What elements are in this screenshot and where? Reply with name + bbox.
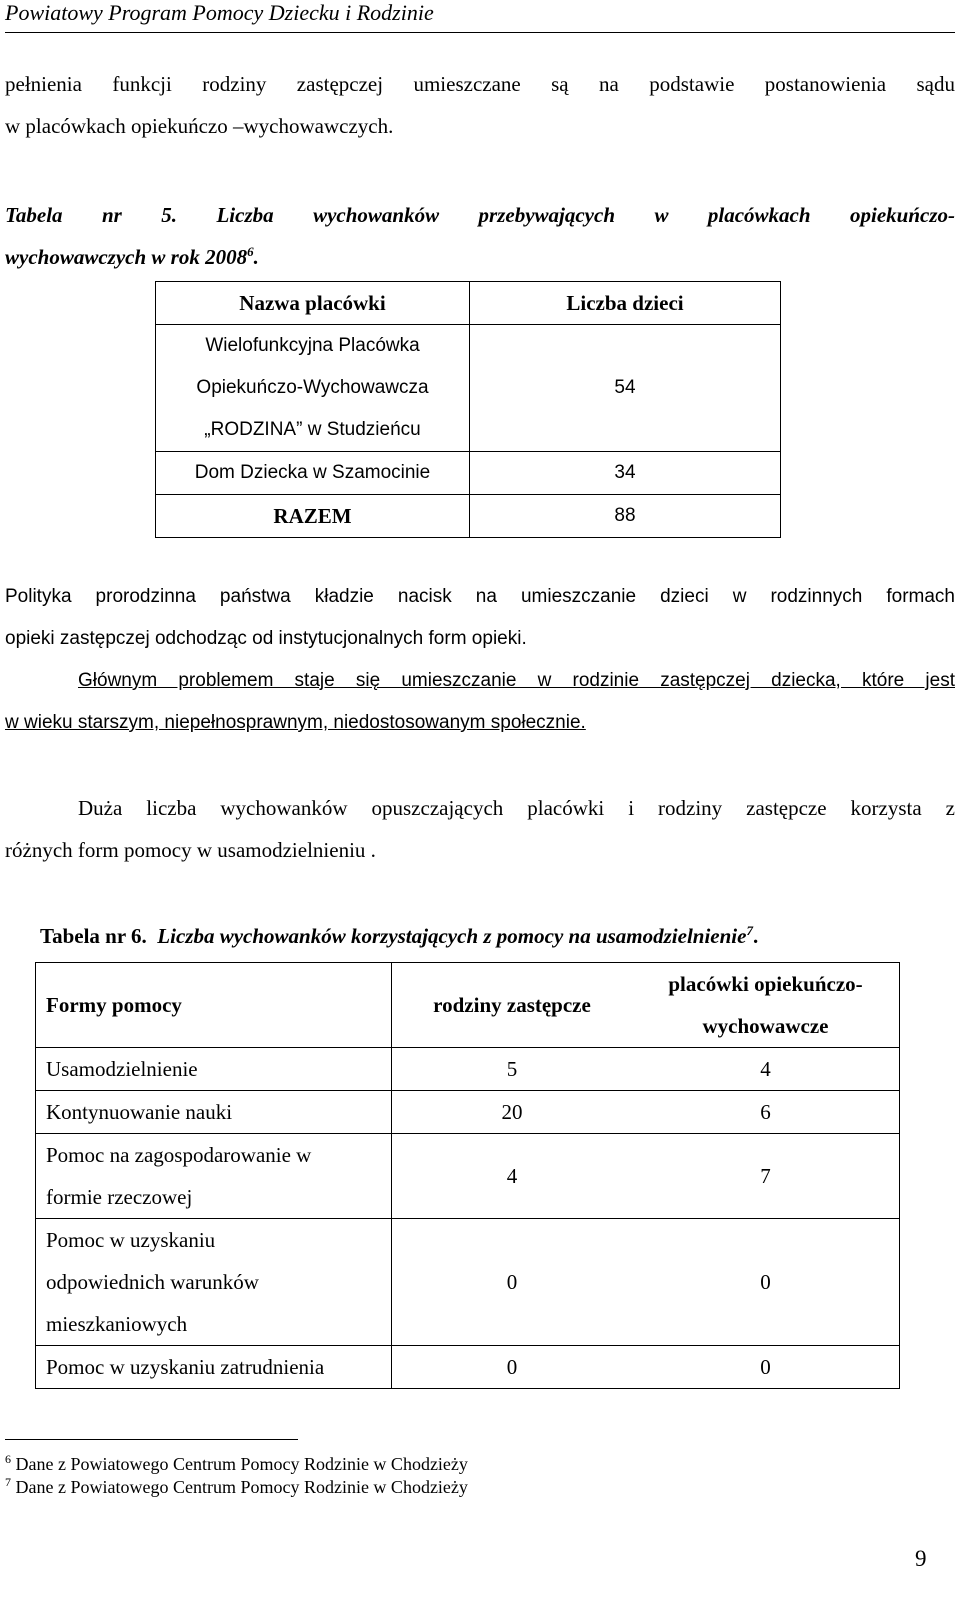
institution-name-cell: Dom Dziecka w Szamocinie bbox=[156, 452, 470, 495]
independence-support-table bbox=[35, 962, 900, 1389]
intro-line-2: w placówkach opiekuńczo –wychowawczych. bbox=[5, 114, 394, 138]
table-row bbox=[36, 1134, 900, 1219]
children-count-cell: 34 bbox=[470, 452, 781, 495]
policy-line-2: opieki zastępczej odchodząc od instytucjonalnych form opieki. bbox=[5, 628, 527, 649]
table6-caption-label: Tabela nr 6. bbox=[40, 924, 147, 948]
institution-name-cell bbox=[156, 325, 470, 452]
footnote-text: Dane z Powiatowego Centrum Pomocy Rodzinie w Chodzieży bbox=[11, 1454, 468, 1474]
foster-family-cell: 4 bbox=[392, 1134, 633, 1219]
support-form-cell bbox=[36, 1134, 392, 1219]
header-institutions bbox=[632, 963, 900, 1048]
page-number: 9 bbox=[915, 1546, 927, 1571]
table5-caption-line1: Tabela nr 5. Liczba wychowanków przebywających w placówkach opiekuńczo- bbox=[5, 203, 955, 227]
assistance-line-1 bbox=[5, 787, 955, 829]
cell-line: formie rzeczowej bbox=[46, 1185, 193, 1209]
support-form-cell: Usamodzielnienie bbox=[36, 1048, 392, 1091]
foster-family-cell: 20 bbox=[392, 1091, 633, 1134]
cell-line: „RODZINA” w Studzieńcu bbox=[204, 419, 421, 440]
footnote-ref-7[interactable]: 7 bbox=[746, 923, 753, 938]
assistance-line-2: różnych form pomocy w usamodzielnieniu . bbox=[5, 838, 376, 862]
header-foster-families: rodziny zastępcze bbox=[392, 963, 633, 1048]
cell-line: Wielofunkcyjna Placówka bbox=[205, 335, 420, 356]
footnote-7 bbox=[5, 1476, 468, 1498]
children-per-institution-table bbox=[155, 281, 781, 538]
table6-caption-period: . bbox=[752, 924, 759, 948]
table-header-row bbox=[156, 282, 781, 325]
table5-caption-period: . bbox=[253, 245, 259, 269]
problem-line-1 bbox=[5, 660, 955, 702]
running-header: Powiatowy Program Pomocy Dziecku i Rodzinie bbox=[5, 0, 955, 33]
footnote-6 bbox=[5, 1453, 468, 1475]
table6-caption bbox=[40, 915, 940, 957]
support-form-cell bbox=[36, 1219, 392, 1346]
table-row bbox=[36, 1091, 900, 1134]
foster-family-cell: 0 bbox=[392, 1346, 633, 1389]
cell-line: Pomoc na zagospodarowanie w bbox=[46, 1143, 312, 1167]
header-line: wychowawcze bbox=[702, 1014, 829, 1038]
cell-line: Pomoc w uzyskaniu bbox=[46, 1228, 216, 1252]
institution-cell: 6 bbox=[632, 1091, 900, 1134]
total-value: 88 bbox=[470, 495, 781, 538]
footnote-ref-6[interactable]: 6 bbox=[247, 244, 254, 259]
table-row bbox=[156, 325, 781, 452]
header-institution-name: Nazwa placówki bbox=[156, 282, 470, 325]
support-form-cell: Kontynuowanie nauki bbox=[36, 1091, 392, 1134]
policy-paragraph bbox=[5, 576, 955, 744]
footnote-number: 7 bbox=[5, 1475, 11, 1489]
table-row bbox=[36, 1346, 900, 1389]
institution-cell: 0 bbox=[632, 1219, 900, 1346]
intro-paragraph bbox=[5, 63, 955, 147]
table-row bbox=[36, 1048, 900, 1091]
policy-line-1: Polityka prorodzinna państwa kładzie nacisk na umieszczanie dzieci w rodzinnych formach bbox=[5, 586, 955, 607]
total-row bbox=[156, 495, 781, 538]
footnote-number: 6 bbox=[5, 1452, 11, 1466]
cell-line: Opiekuńczo-Wychowawcza bbox=[196, 377, 429, 398]
institution-cell: 0 bbox=[632, 1346, 900, 1389]
total-label: RAZEM bbox=[156, 495, 470, 538]
footnote-separator bbox=[5, 1439, 298, 1440]
support-form-cell: Pomoc w uzyskaniu zatrudnienia bbox=[36, 1346, 392, 1389]
table5-caption-text: wychowawczych w rok 2008 bbox=[5, 245, 248, 269]
header-children-count: Liczba dzieci bbox=[470, 282, 781, 325]
table6-caption-title: Liczba wychowanków korzystających z pomocy na usamodzielnienie bbox=[157, 924, 747, 948]
table5-caption-line2 bbox=[5, 236, 955, 278]
foster-family-cell: 5 bbox=[392, 1048, 633, 1091]
header-line: placówki opiekuńczo- bbox=[668, 972, 863, 996]
assistance-text-1: Duża liczba wychowanków opuszczających placówki i rodziny zastępcze korzysta z bbox=[78, 796, 955, 820]
footnote-text: Dane z Powiatowego Centrum Pomocy Rodzinie w Chodzieży bbox=[11, 1477, 468, 1497]
cell-line: mieszkaniowych bbox=[46, 1312, 188, 1336]
institution-cell: 7 bbox=[632, 1134, 900, 1219]
foster-family-cell: 0 bbox=[392, 1219, 633, 1346]
cell-line: odpowiednich warunków bbox=[46, 1270, 259, 1294]
table-row bbox=[36, 1219, 900, 1346]
institution-cell: 4 bbox=[632, 1048, 900, 1091]
problem-text-1: Głównym problemem staje się umieszczanie w rodzinie zastępczej dziecka, które jest bbox=[78, 670, 955, 691]
assistance-paragraph bbox=[5, 787, 955, 871]
intro-line-1: pełnienia funkcji rodziny zastępczej umieszczane są na podstawie postanowienia sądu bbox=[5, 72, 955, 96]
children-count-cell: 54 bbox=[470, 325, 781, 452]
table-header-row bbox=[36, 963, 900, 1048]
table-row bbox=[156, 452, 781, 495]
header-support-form: Formy pomocy bbox=[36, 963, 392, 1048]
problem-line-2: w wieku starszym, niepełnosprawnym, niedostosowanym społecznie. bbox=[5, 712, 586, 733]
